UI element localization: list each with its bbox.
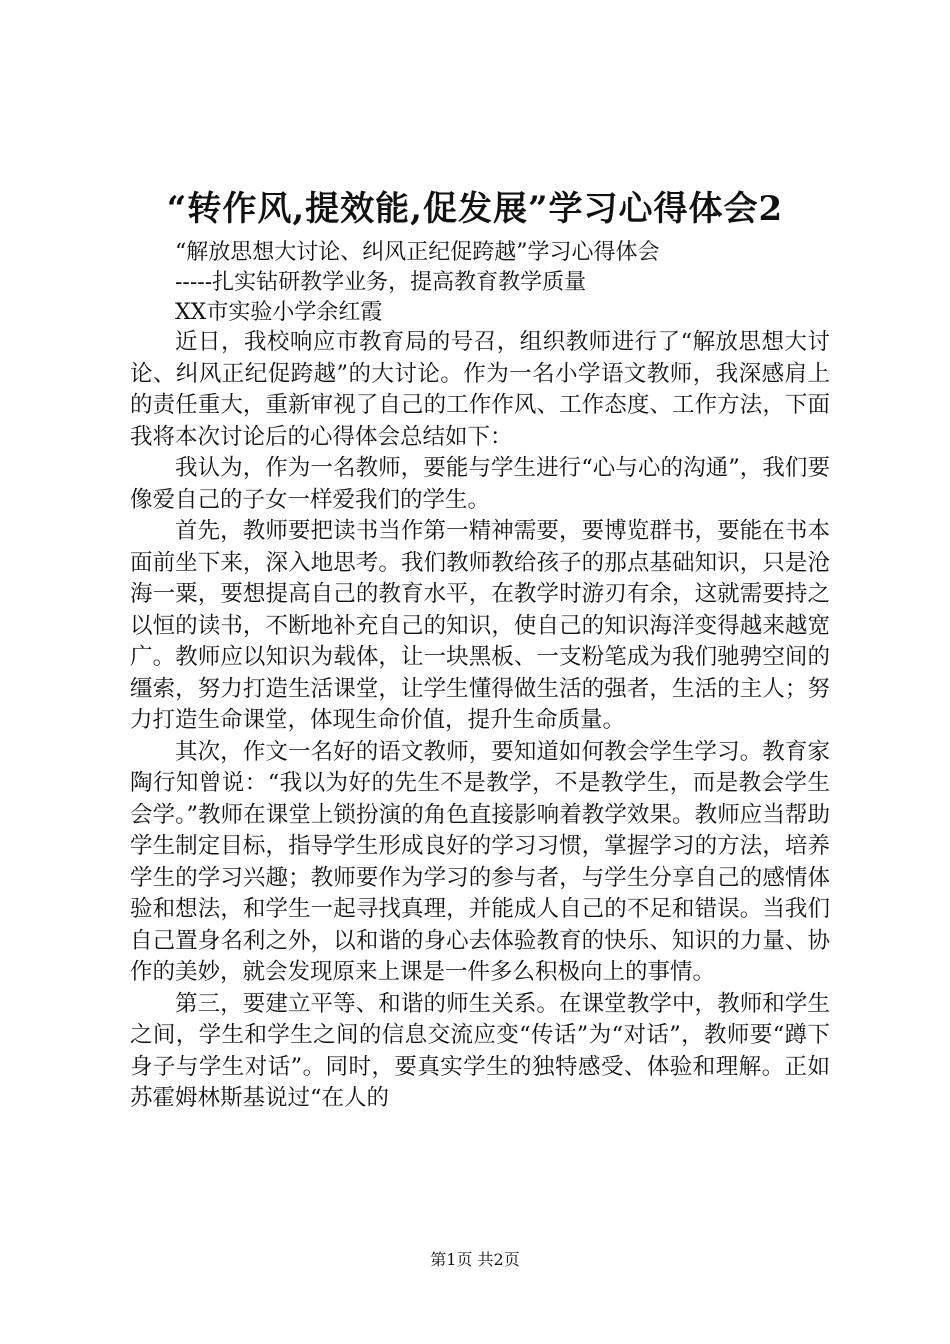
paragraph-third: 第三，要建立平等、和谐的师生关系。在课堂教学中，教师和学生之间，学生和学生之间的信息交流应变“传话”为“对话”，教师要“蹲下身子与学生对话”。同时，要真实学生的独特感受、体验和理解。正如苏霍姆林斯基说过“在人的 [130,990,830,1111]
document-body [130,327,830,1115]
author-line: XX市实验小学余红霞 [175,300,383,325]
page-number-footer: 第1页 共2页 [430,1250,520,1269]
subtitle-heading: “解放思想大讨论、纠风正纪促跨越”学习心得体会 [175,240,660,265]
subtitle-theme: -----扎实钻研教学业务，提高教育教学质量 [175,270,587,295]
paragraph-view: 我认为，作为一名教师，要能与学生进行“心与心的沟通”，我们要像爱自己的子女一样爱我们的学生。 [130,455,830,513]
paragraph-intro: 近日，我校响应市教育局的号召，组织教师进行了“解放思想大讨论、纠风正纪促跨越”的大讨论。作为一名小学语文教师，我深感肩上的责任重大，重新审视了自己的工作作风、工作态度、工作方法，下面我将本次讨论后的心得体会总结如下： [130,329,830,450]
paragraph-first: 首先，教师要把读书当作第一精神需要，要博览群书，要能在书本面前坐下来，深入地思考。我们教师教给孩子的那点基础知识，只是沧海一粟，要想提高自己的教育水平，在教学时游刃有余，这就需要持之以恒的读书，不断地补充自己的知识，使自己的知识海洋变得越来越宽广。教师应以知识为载体，让一块黑板、一支粉笔成为我们驰骋空间的缰索，努力打造生活课堂，让学生懂得做生活的强者，生活的主人；努力打造生命课堂，体现生命价值，提升生命质量。 [130,518,830,733]
paragraph-second: 其次，作文一名好的语文教师，要知道如何教会学生学习。教育家陶行知曾说：“我以为好的先生不是教学，不是教学生，而是教会学生会学。”教师在课堂上锁扮演的角色直接影响着教学效果。教师应当帮助学生制定目标，指导学生形成良好的学习习惯，掌握学习的方法，培养学生的学习兴趣；教师要作为学习的参与者，与学生分享自己的感情体验和想法，和学生一起寻找真理，并能成人自己的不足和错误。当我们自己置身名利之外，以和谐的身心去体验教育的快乐、知识的力量、协作的美妙，就会发现原来上课是一件多么积极向上的事情。 [130,738,830,985]
document-title: “转作风,提效能,促发展”学习心得体会2 [166,189,784,229]
